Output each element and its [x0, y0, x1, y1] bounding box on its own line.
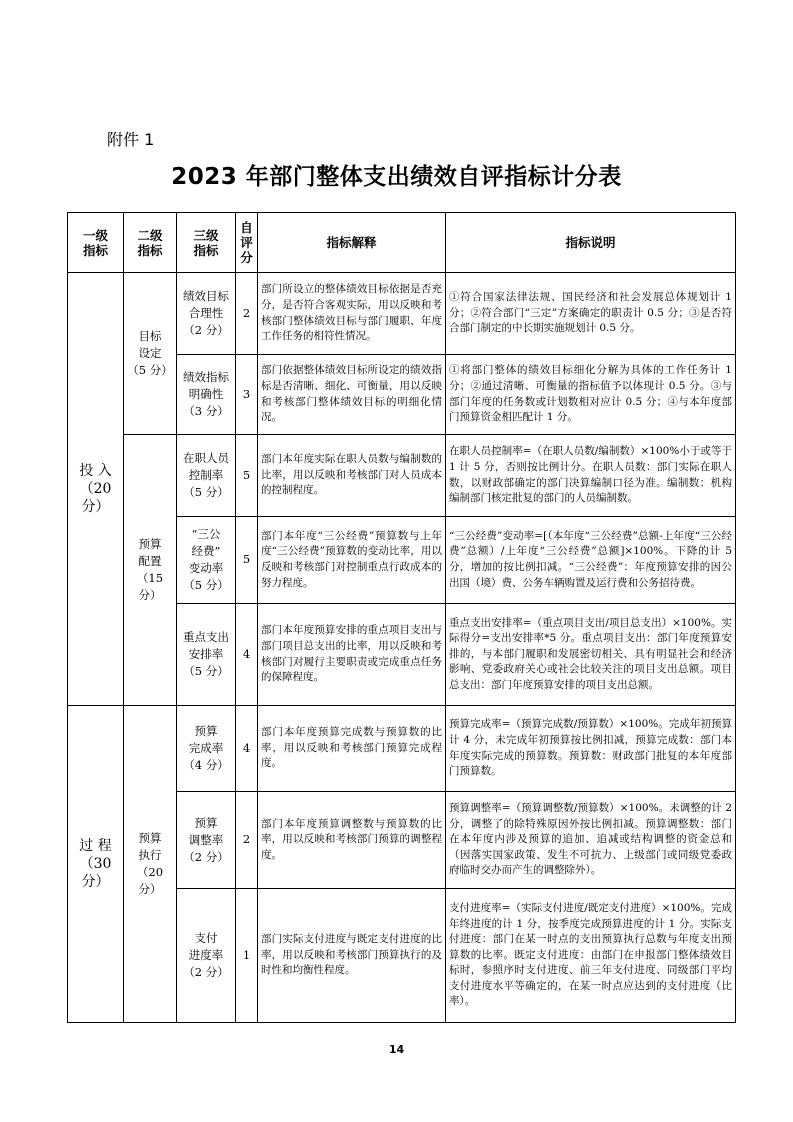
scoring-table	[67, 212, 736, 1023]
header-level1: 一级 指标	[68, 213, 124, 273]
level3-indicator: 绩效目标 合理性 （2 分）	[177, 273, 236, 355]
level3-indicator: “三公 经费” 变动率 （5 分）	[177, 517, 236, 604]
self-score: 4	[236, 604, 258, 706]
indicator-explanation: 部门本年度预算完成数与预算数的比率，用以反映和考核部门预算完成程度。	[258, 706, 446, 792]
attachment-label: 附件 1	[107, 130, 155, 149]
header-level2: 二级 指标	[124, 213, 177, 273]
self-score: 5	[236, 435, 258, 517]
indicator-description: 预算完成率=（预算完成数/预算数）×100%。完成年初预算计 4 分，未完成年初预算按比例扣减，预算完成数：部门本年度实际完成的预算数。预算数：财政部门批复的本年度部门预算数。	[446, 706, 736, 792]
level1-input: 投 入 （20 分）	[68, 273, 124, 706]
indicator-description: ①符合国家法律法规、国民经济和社会发展总体规划计 1 分；②符合部门“三定”方案确定的职责计 0.5 分；③是否符合部门制定的中长期实施规划计 0.5 分。	[446, 273, 736, 355]
level3-indicator: 绩效指标 明确性 （3 分）	[177, 355, 236, 435]
page-title: 2023 年部门整体支出绩效自评指标计分表	[171, 164, 622, 190]
level3-indicator: 支付 进度率 （2 分）	[177, 889, 236, 1023]
indicator-description: ①将部门整体的绩效目标细化分解为具体的工作任务计 1 分；②通过清晰、可衡量的指标值予以体现计 0.5 分。③与部门年度的任务数或计划数相对应计 0.5 分；④与本年度部门预算资金相匹配计 1 分。	[446, 355, 736, 435]
level2-budget-allocation: 预算 配置 （15 分）	[124, 435, 177, 706]
indicator-explanation: 部门本年度预算调整数与预算数的比率，用以反映和考核部门预算的调整程度。	[258, 792, 446, 889]
indicator-explanation: 部门本年度“三公经费”预算数与上年度“三公经费”预算数的变动比率，用以反映和考核部门对控制重点行政成本的努力程度。	[258, 517, 446, 604]
indicator-description: 在职人员控制率=（在职人员数/编制数）×100%小于或等于 1 计 5 分，否则按比例计分。在职人员数：部门实际在职人数，以财政部确定的部门决算编制口径为准。编制数：机构编制部门核定批复的部门的人员编制数。	[446, 435, 736, 517]
indicator-explanation: 部门实际支付进度与既定支付进度的比率，用以反映和考核部门预算执行的及时性和均衡性程度。	[258, 889, 446, 1023]
header-explanation: 指标解释	[258, 213, 446, 273]
level3-indicator: 预算 完成率 （4 分）	[177, 706, 236, 792]
level3-indicator: 重点支出 安排率 （5 分）	[177, 604, 236, 706]
page-number: 14	[388, 1043, 405, 1056]
header-level3: 三级 指标	[177, 213, 236, 273]
level3-indicator: 预算 调整率 （2 分）	[177, 792, 236, 889]
table-row	[68, 706, 736, 792]
indicator-explanation: 部门依据整体绩效目标所设定的绩效指标是否清晰、细化、可衡量，用以反映和考核部门整体绩效目标的明细化情况。	[258, 355, 446, 435]
self-score: 5	[236, 517, 258, 604]
level3-indicator: 在职人员 控制率 （5 分）	[177, 435, 236, 517]
header-description: 指标说明	[446, 213, 736, 273]
level1-process: 过 程 （30 分）	[68, 706, 124, 1023]
indicator-description: 支付进度率=（实际支付进度/既定支付进度）×100%。完成年终进度的计 1 分，按季度完成预算进度的计 1 分。实际支付进度：部门在某一时点的支出预算执行总数与年度支出预算数的比率。既定支付进度：由部门在申报部门整体绩效目标时，参照序时支付进度、前三年支付进度、同级部门平均支付进度水平等确定的，在某一时点应达到的支付进度（比率）。	[446, 889, 736, 1023]
indicator-explanation: 部门所设立的整体绩效目标依据是否充分，是否符合客观实际，用以反映和考核部门整体绩效目标与部门履职、年度工作任务的相符性情况。	[258, 273, 446, 355]
self-score: 4	[236, 706, 258, 792]
self-score: 2	[236, 792, 258, 889]
table-header-row	[68, 213, 736, 273]
table-row	[68, 273, 736, 355]
self-score: 2	[236, 273, 258, 355]
indicator-description: 重点支出安排率=（重点项目支出/项目总支出）×100%。实际得分=支出安排率*5 分。重点项目支出：部门年度预算安排的，与本部门履职和发展密切相关、具有明显社会和经济影响、党委政府关心或社会比较关注的项目支出总额。项目总支出：部门年度预算安排的项目支出总额。	[446, 604, 736, 706]
header-score: 自 评 分	[236, 213, 258, 273]
self-score: 1	[236, 889, 258, 1023]
indicator-description: “三公经费”变动率=[（本年度“三公经费”总额-上年度“三公经费”总额）/上年度“三公经费”总额]×100%。下降的计 5 分，增加的按比例扣减。“三公经费”：年度预算安排的因公出国（境）费、公务车辆购置及运行费和公务招待费。	[446, 517, 736, 604]
indicator-explanation: 部门本年度预算安排的重点项目支出与部门项目总支出的比率，用以反映和考核部门对履行主要职责或完成重点任务的保障程度。	[258, 604, 446, 706]
level2-target-setting: 目标 设定 （5 分）	[124, 273, 177, 435]
level2-budget-execution: 预算 执行 （20 分）	[124, 706, 177, 1023]
indicator-explanation: 部门本年度实际在职人员数与编制数的比率，用以反映和考核部门对人员成本的控制程度。	[258, 435, 446, 517]
self-score: 3	[236, 355, 258, 435]
indicator-description: 预算调整率=（预算调整数/预算数）×100%。未调整的计 2 分，调整了的除特殊原因外按比例扣减。预算调整数：部门在本年度内涉及预算的追加、追减或结构调整的资金总和（因落实国家政策、发生不可抗力、上级部门或同级党委政府临时交办而产生的调整除外）。	[446, 792, 736, 889]
table-row	[68, 435, 736, 517]
